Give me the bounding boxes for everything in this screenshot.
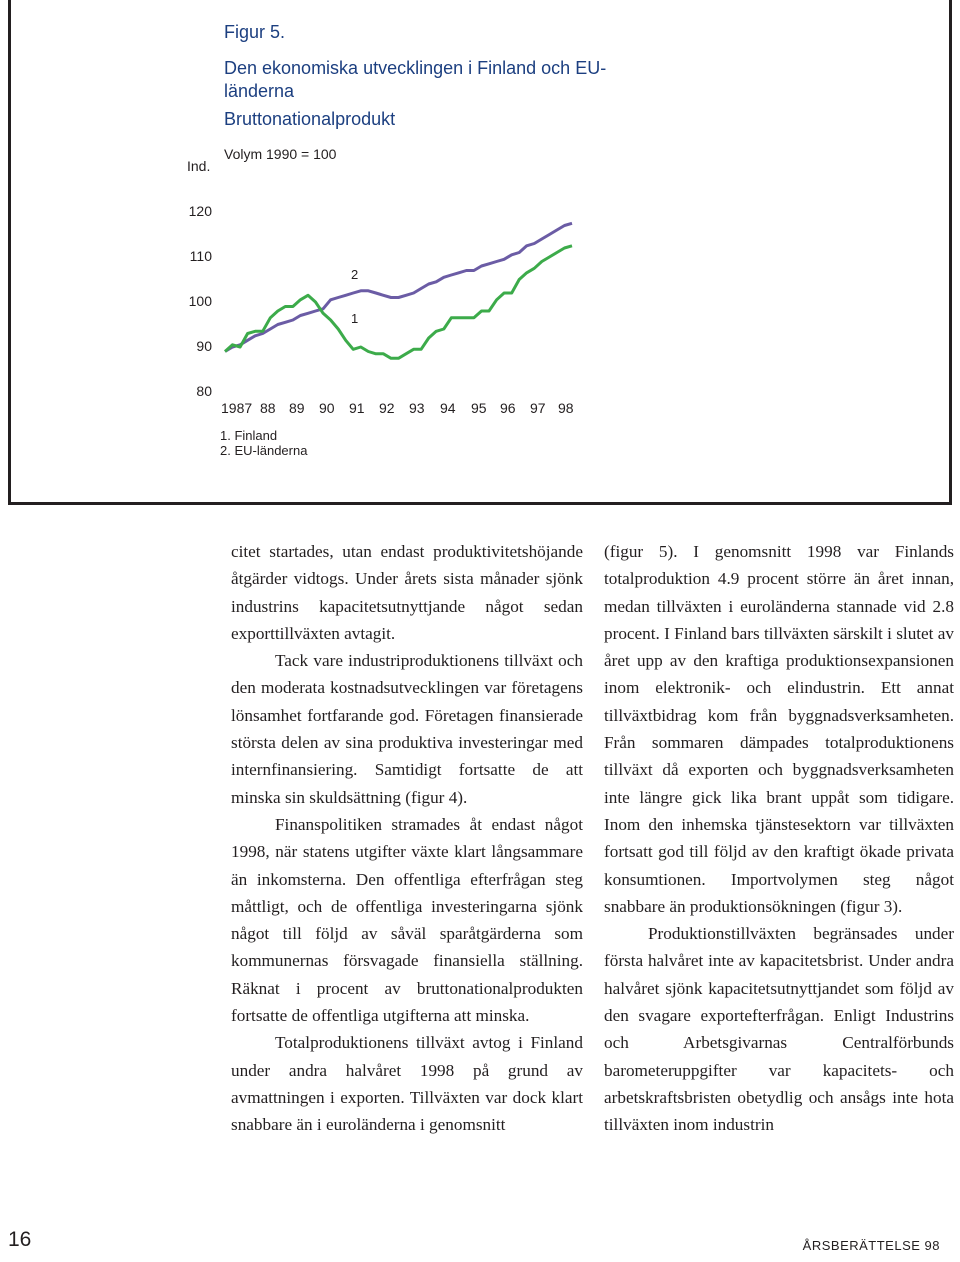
x-tick-label: 88 <box>260 400 276 416</box>
x-tick-label: 91 <box>349 400 365 416</box>
page-number: 16 <box>8 1228 32 1251</box>
figure-number: Figur 5. <box>224 22 286 42</box>
running-title: ÅRSBERÄTTELSE 98 <box>802 1238 940 1253</box>
line-chart <box>0 0 960 505</box>
x-tick-label: 90 <box>319 400 335 416</box>
series-label-eu: 2 <box>351 267 359 282</box>
x-tick-label: 92 <box>379 400 395 416</box>
x-tick-label: 98 <box>558 400 574 416</box>
figure-title: Den ekonomiska utvecklingen i Finland och EU-länderna <box>224 58 607 101</box>
x-tick-label: 89 <box>289 400 305 416</box>
y-tick-label: 120 <box>188 203 212 219</box>
x-tick-label: 96 <box>500 400 516 416</box>
y-tick-label: 110 <box>189 248 212 264</box>
series-line-finland <box>225 246 572 358</box>
text-column-right <box>604 538 954 1139</box>
y-axis-unit-label: Ind. <box>187 158 211 174</box>
paragraph: (figur 5). I genomsnitt 1998 var Finlands totalproduktion 4.9 procent större än året innan, medan tillväxten i euroländerna stannade vid 2.8 procent. I Finland bars tillväxten särskilt i slutet av året upp av den kraftiga produktionsexpansionen inom elektronik- och elindustrin. Ett annat tillväxtbidrag kom från byggnadsverksamheten. Från sommaren dämpades totalproduktionens tillväxt då exporten och byggnadsverksamheten inte längre gick lika brant uppåt som tidigare. Inom den inhemska tjänstesektorn var tillväxten fortsatt god till följd av den kraftigt ökade privata konsumtionen. Importvolymen steg något snabbare än produktionsökningen (figur 3). <box>604 542 954 916</box>
paragraph: Finanspolitiken stramades åt endast något 1998, när statens utgifter växte klart långsammare än inkomsterna. Den offentliga efterfrågan steg måttligt, och de offentliga investeringarna sjönk något till följd av såväl sparåtgärderna som kommunernas försvagade finansiella ställning. Räknat i procent av bruttonationalprodukten fortsatte de offentliga utgifterna att minska. <box>231 814 583 1026</box>
series-label-finland: 1 <box>351 311 359 326</box>
series-line-eu <box>225 223 572 351</box>
paragraph: Tack vare industriproduktionens tillväxt och den moderata kostnadsutvecklingen var företagens lönsamhet fortfarande god. Företagen finansierade största delen av sina produktiva investeringar med internfinansiering. Samtidigt fortsatte de att minska sin skuldsättning (figur 4). <box>231 651 583 807</box>
paragraph: Produktionstillväxten begränsades under första halvåret inte av kapacitetsbrist. Under andra halvåret sjönk kapacitetsutnyttjandet som följd av den svagare exportefterfrågan. Enligt Industrins och Arbetsgivarnas Centralförbunds barometeruppgifter var kapacitets- och arbetskraftsbristen obetydlig och ansågs inte hota tillväxten inom industrin <box>604 924 954 1135</box>
paragraph: citet startades, utan endast produktivitetshöjande åtgärder vidtogs. Under årets sista månader sjönk industrins kapacitetsutnyttjande något sedan exporttillväxten avtagit. <box>231 542 583 643</box>
x-tick-label: 97 <box>530 400 546 416</box>
paragraph: Totalproduktionens tillväxt avtog i Finland under andra halvåret 1998 på grund av avmattningen i exporten. Tillväxten var dock klart snabbare än i euroländerna i genomsnitt <box>231 1033 583 1135</box>
y-tick-label: 80 <box>196 383 212 399</box>
x-tick-label: 1987 <box>221 400 253 416</box>
figure-subtitle: Bruttonationalprodukt <box>224 109 396 129</box>
x-tick-label: 95 <box>471 400 487 416</box>
legend-item-finland: 1. Finland <box>220 428 278 443</box>
legend-item-eu: 2. EU-länderna <box>220 443 308 458</box>
x-tick-label: 93 <box>409 400 425 416</box>
volume-base-label: Volym 1990 = 100 <box>224 146 337 162</box>
text-column-left <box>231 538 583 1139</box>
x-tick-label: 94 <box>440 400 456 416</box>
y-tick-label: 90 <box>196 338 212 354</box>
y-tick-label: 100 <box>188 293 212 309</box>
